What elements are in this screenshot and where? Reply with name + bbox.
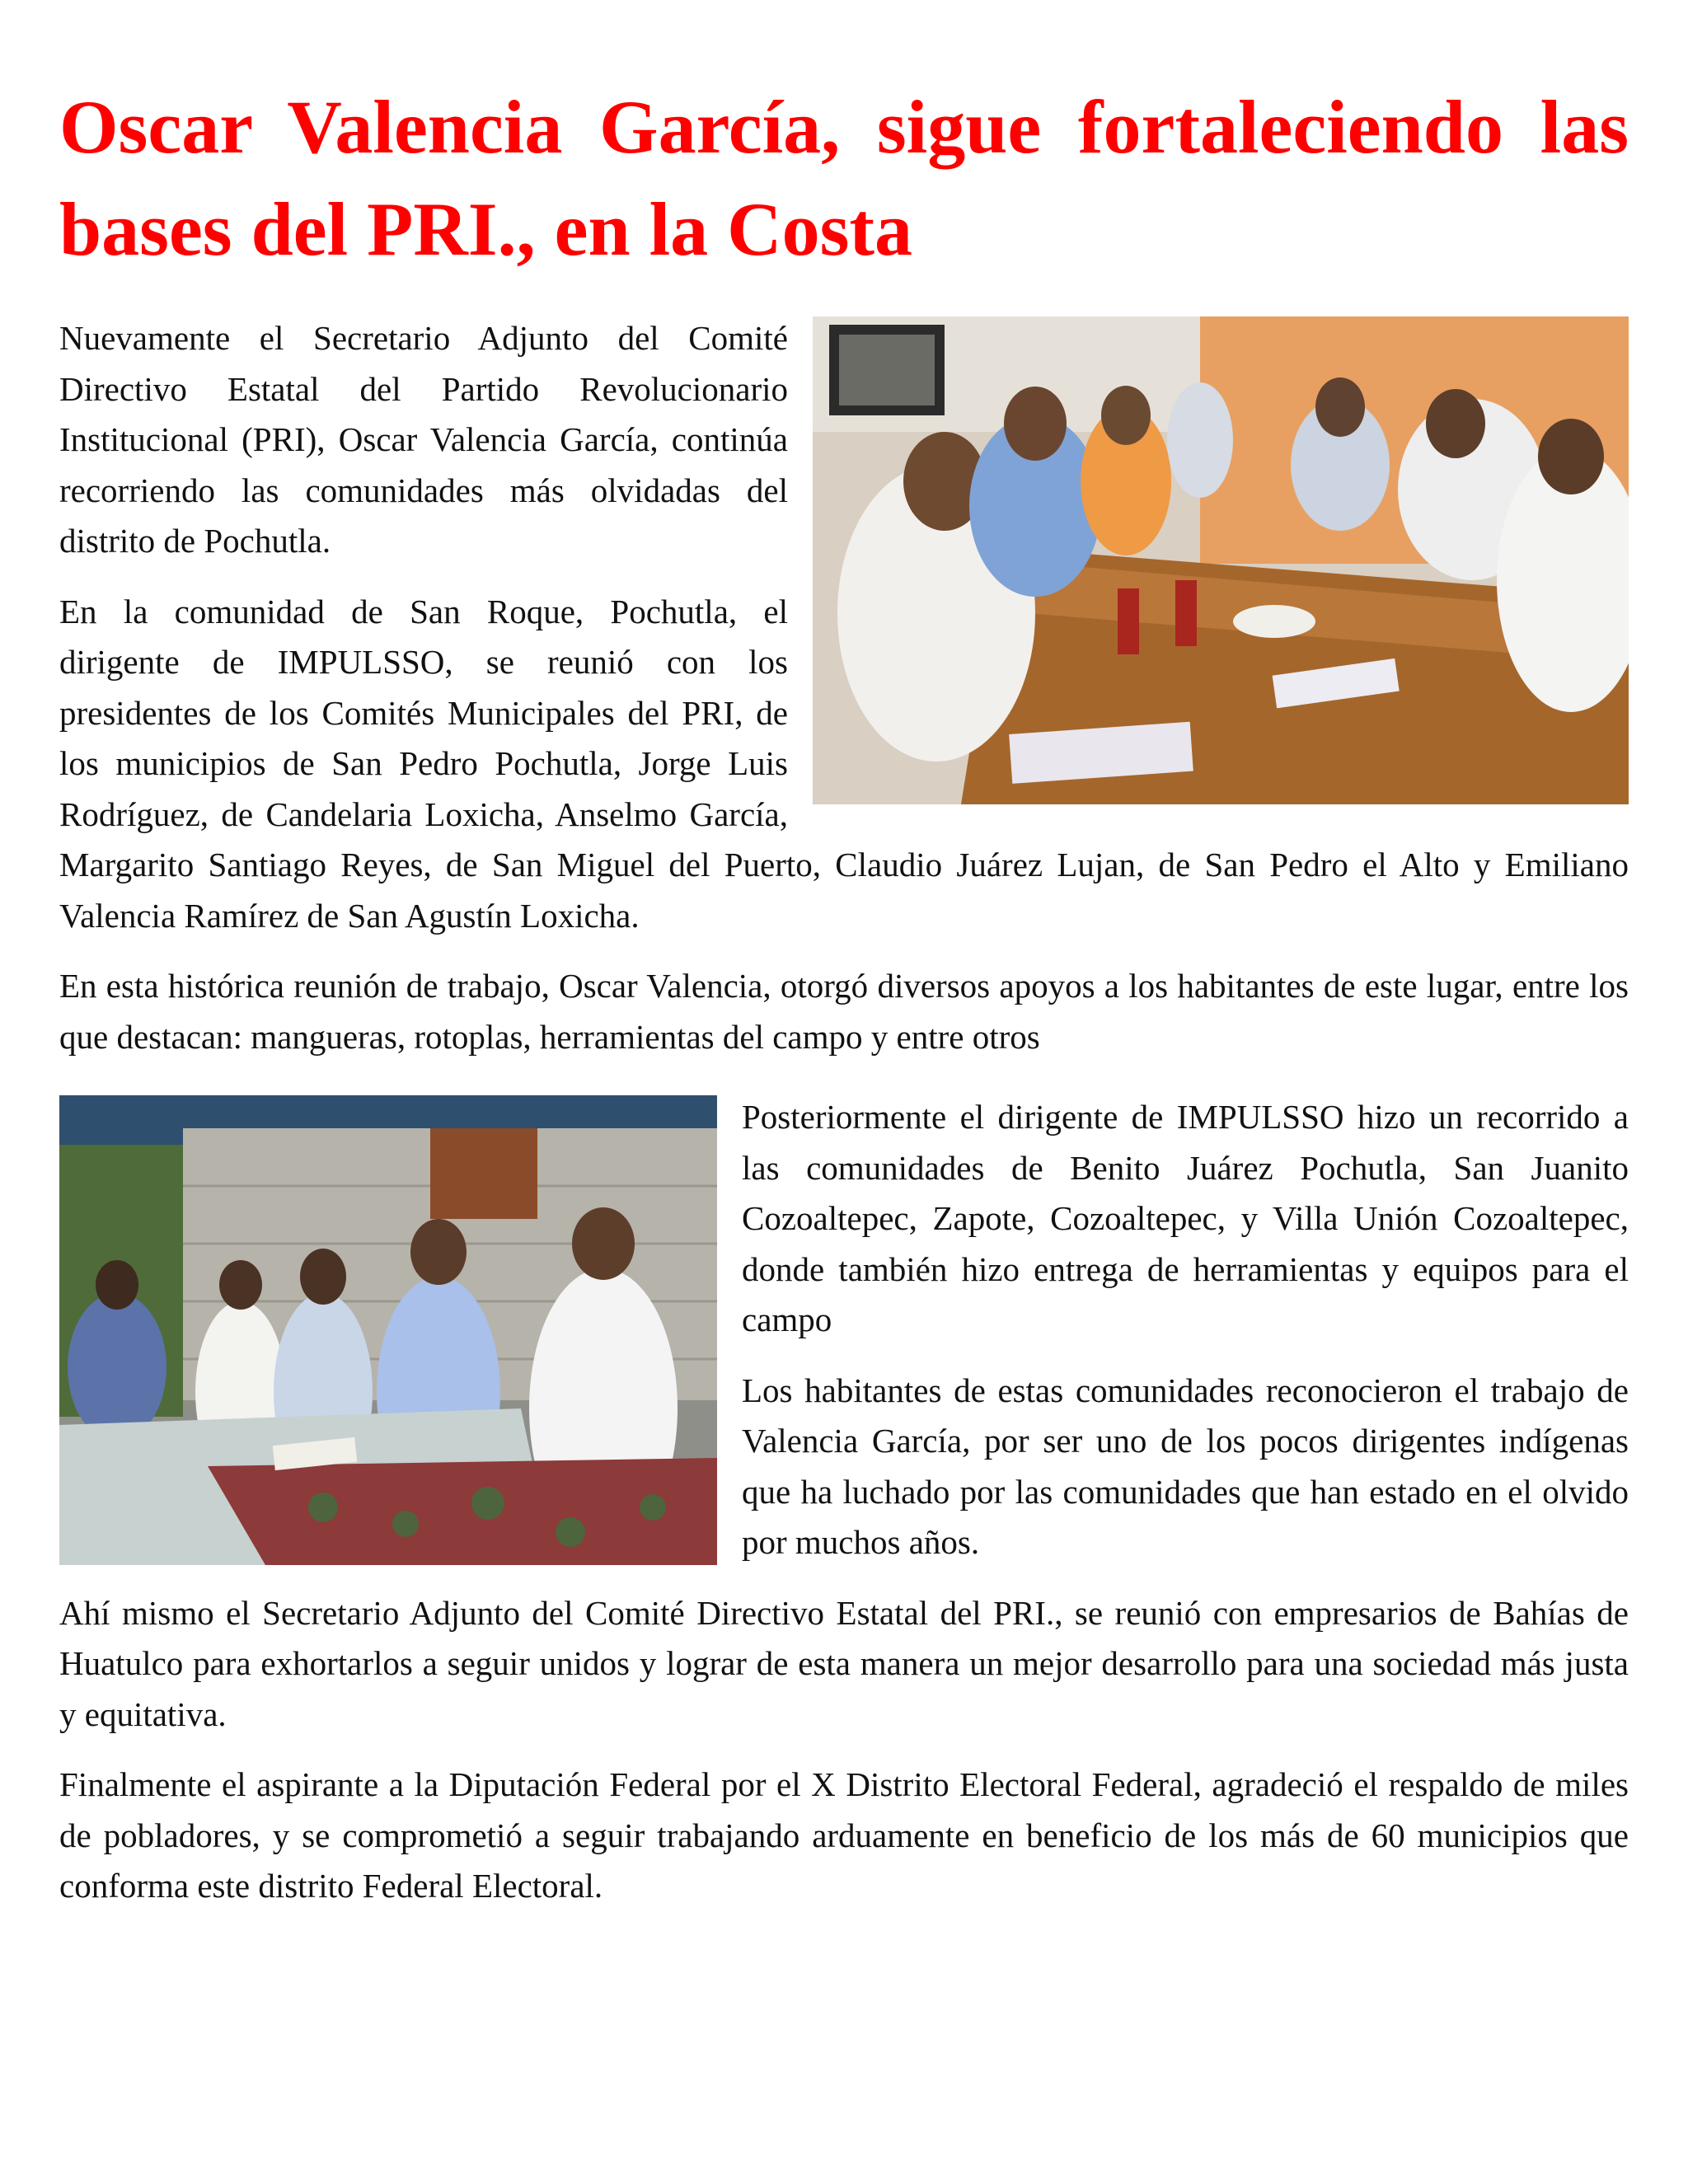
paragraph-6: Ahí mismo el Secretario Adjunto del Comité Directivo Estatal del PRI., se reunió con empresarios de Bahías de Huatulco para exhortarlos a seguir unidos y lograr de esta manera un mejor desarrollo para una sociedad más justa y equitativa.	[59, 1593, 1629, 1733]
paragraph-3: En esta histórica reunión de trabajo, Oscar Valencia, otorgó diversos apoyos a los habitantes de este lugar, entre los que destacan: mangueras, rotoplas, herramientas del campo y entre otros	[59, 967, 1629, 1056]
article-body	[59, 313, 1629, 1932]
paragraph-2: En la comunidad de San Roque, Pochutla, el dirigente de IMPULSSO, se reunió con los presidentes de los Comités Municipales del PRI, de los municipios de San Pedro Pochutla, Jorge Luis Rodríguez, de Candelaria Loxicha, Anselmo García, Margarito Santiago Reyes, de San Miguel del Puerto, Claudio Juárez Lujan, de San Pedro el Alto y Emiliano Valencia Ramírez de San Agustín Loxicha.	[59, 592, 1629, 935]
paragraph-1: Nuevamente el Secretario Adjunto del Comité Directivo Estatal del Partido Revolucionario Institucional (PRI), Oscar Valencia García, continúa recorriendo las comunidades más olvidadas del distrito de Pochutla.	[59, 319, 788, 560]
paragraph-7: Finalmente el aspirante a la Diputación Federal por el X Distrito Electoral Federal, agradeció el respaldo de miles de pobladores, y se comprometió a seguir trabajando arduamente en beneficio de los más de 60 municipios que conforma este distrito Federal Electoral.	[59, 1765, 1629, 1905]
meeting-photo	[813, 316, 1629, 804]
paragraph-4: Posteriormente el dirigente de IMPULSSO hizo un recorrido a las comunidades de Benito Juárez Pochutla, San Juanito Cozoaltepec, Zapote, Cozoaltepec, y Villa Unión Cozoaltepec, donde también hizo entrega de herramientas y equipos para el campo	[742, 1098, 1629, 1338]
community-photo	[59, 1095, 717, 1565]
article-title: Oscar Valencia García, sigue fortaleciendo las bases del PRI., en la Costa	[59, 85, 1629, 271]
paragraph-5: Los habitantes de estas comunidades reconocieron el trabajo de Valencia García, por ser uno de los pocos dirigentes indígenas que ha luchado por las comunidades que han estado en el olvido por muchos años.	[742, 1371, 1629, 1561]
